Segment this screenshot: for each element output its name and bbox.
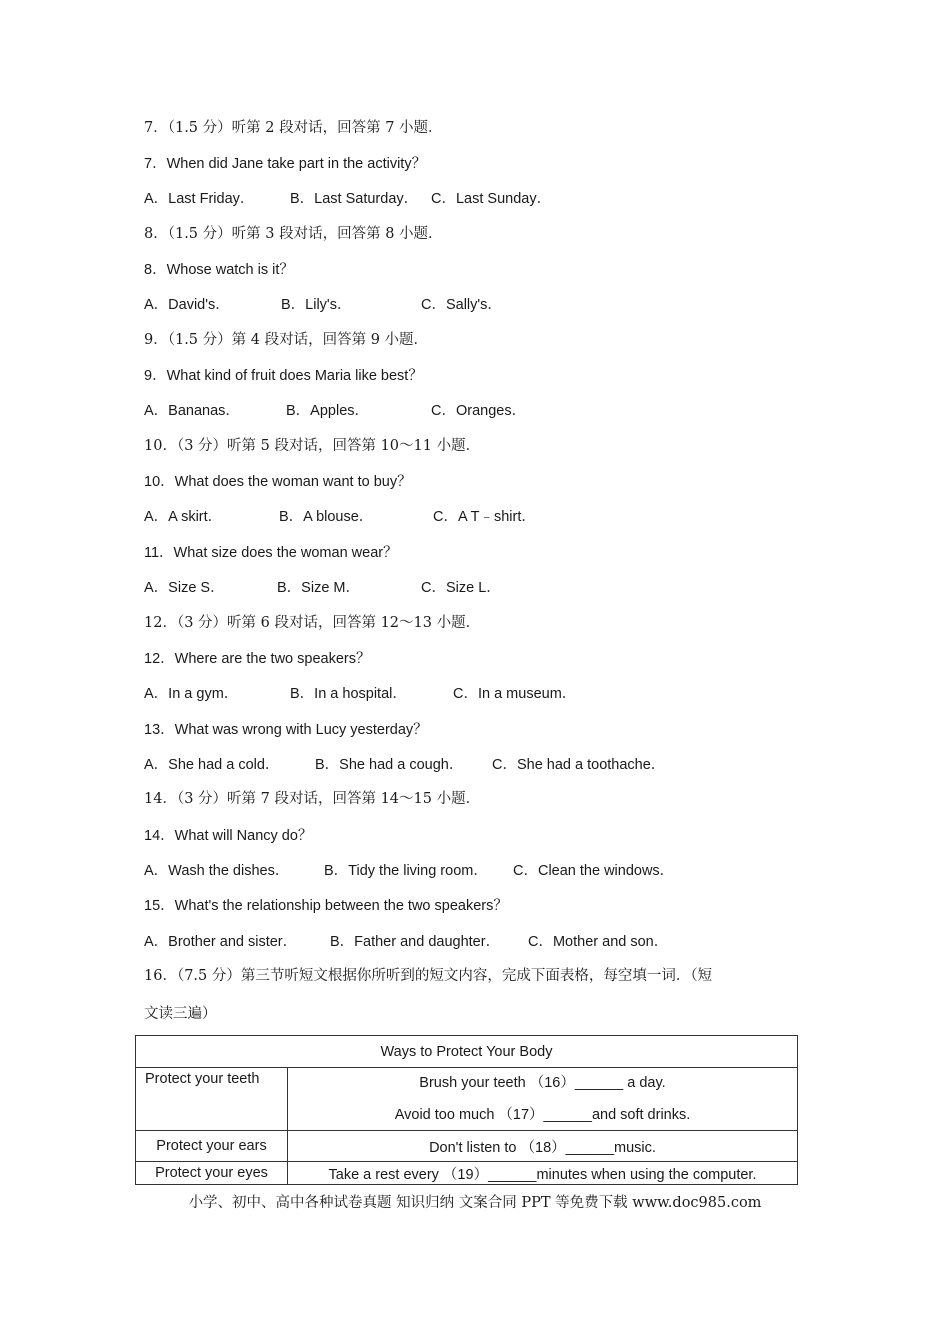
option-b: B．Tidy the living room． [324, 863, 488, 879]
option-c: C．She had a toothache． [492, 757, 666, 773]
section-instruction: 7．（1.5 分）听第 2 段对话，回答第 7 小题． [144, 120, 443, 136]
section-instruction: 10．（3 分）听第 5 段对话，回答第 10～11 小题． [144, 438, 481, 454]
question-text: 7．When did Jane take part in the activity？ [144, 156, 427, 172]
option-c: C．Clean the windows． [513, 863, 675, 879]
teeth-label: Protect your teeth [136, 1068, 288, 1131]
protect-body-table [135, 1035, 798, 1185]
option-a: A．In a gym． [144, 686, 239, 702]
page-footer: 小学、初中、高中各种试卷真题 知识归纳 文案合同 PPT 等免费下载 www.doc985.com [188, 1195, 762, 1211]
section-instruction: 9．（1.5 分）第 4 段对话，回答第 9 小题． [144, 332, 429, 348]
question-text: 12．Where are the two speakers？ [144, 651, 371, 667]
option-a: A．Size S． [144, 580, 225, 596]
section-instruction: 8．（1.5 分）听第 3 段对话，回答第 8 小题． [144, 226, 443, 242]
section-instruction: 16．（7.5 分）第三节听短文根据你所听到的短文内容，完成下面表格，每空填一词．（短 [144, 968, 713, 984]
section-instruction: 12．（3 分）听第 6 段对话，回答第 12～13 小题． [144, 615, 481, 631]
question-text: 10．What does the woman want to buy？ [144, 474, 412, 490]
option-a: A．Last Friday． [144, 191, 255, 207]
option-c: C．In a museum． [453, 686, 577, 702]
option-c: C．Last Sunday． [431, 191, 552, 207]
ears-label: Protect your ears [136, 1131, 288, 1162]
section-instruction: 14．（3 分）听第 7 段对话，回答第 14～15 小题． [144, 791, 481, 807]
option-c: C．Sally's． [421, 297, 502, 313]
option-b: B．She had a cough． [315, 757, 464, 773]
option-b: B．Apples． [286, 403, 370, 419]
teeth-line-1: Brush your teeth （16）______ a day. [419, 1075, 666, 1091]
question-text: 8．Whose watch is it？ [144, 262, 294, 278]
option-a: A．David's． [144, 297, 230, 313]
option-b: B．Last Saturday． [290, 191, 419, 207]
question-text: 15．What's the relationship between the two speakers？ [144, 898, 508, 914]
table-title: Ways to Protect Your Body [136, 1036, 798, 1068]
question-text: 11．What size does the woman wear？ [144, 545, 398, 561]
option-c: C．Size L． [421, 580, 501, 596]
option-a: A．Wash the dishes． [144, 863, 290, 879]
eyes-label: Protect your eyes [136, 1162, 288, 1185]
section-instruction: 文读三遍） [144, 1006, 217, 1022]
option-a: A．Brother and sister． [144, 934, 298, 950]
option-a: A．She had a cold． [144, 757, 280, 773]
teeth-line-2: Avoid too much （17）______and soft drinks. [394, 1107, 691, 1123]
option-c: C．Oranges． [431, 403, 527, 419]
option-c: C．A T﹣shirt． [433, 509, 536, 525]
option-b: B．A blouse． [279, 509, 374, 525]
option-a: A．A skirt． [144, 509, 223, 525]
eyes-text: Take a rest every （19）______minutes when using the computer. [288, 1162, 798, 1185]
ears-text: Don't listen to （18）______music. [288, 1131, 798, 1162]
question-text: 14．What will Nancy do？ [144, 828, 313, 844]
option-b: B．Father and daughter． [330, 934, 501, 950]
option-b: B．In a hospital． [290, 686, 407, 702]
question-text: 13．What was wrong with Lucy yesterday？ [144, 722, 428, 738]
option-a: A．Bananas． [144, 403, 240, 419]
option-b: B．Lily's． [281, 297, 352, 313]
question-text: 9．What kind of fruit does Maria like best？ [144, 368, 423, 384]
option-c: C．Mother and son． [528, 934, 669, 950]
option-b: B．Size M． [277, 580, 360, 596]
